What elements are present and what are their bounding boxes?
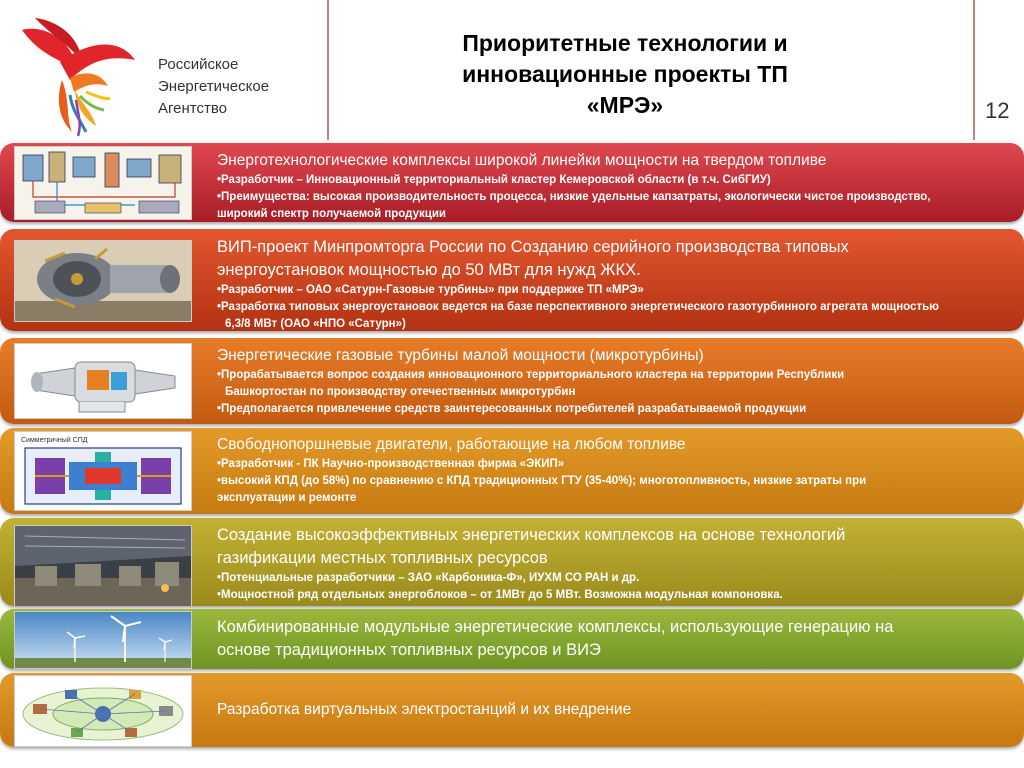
divider-right (973, 0, 975, 140)
thumb-caption: Симметричный СПД (21, 437, 88, 444)
process-scheme-icon (15, 147, 191, 219)
page-title (405, 28, 845, 121)
firebird-logo-icon (0, 0, 150, 140)
band-heading: Свободнопоршневые двигатели, работающие на любом топливе (217, 436, 686, 453)
band-virtual-plants (0, 673, 1024, 747)
band-heading-cont: основе традиционных топливных ресурсов и ВИЭ (217, 641, 601, 659)
title-line: инновационные проекты ТП (462, 61, 788, 87)
org-line: Российское (158, 56, 239, 73)
thumb-microturbine (14, 343, 192, 419)
band-heading: Комбинированные модульные энергетические комплексы, использующие генерацию на (217, 618, 894, 636)
band-bullet: •Разработчик - ПК Научно-производственная фирма «ЭКИП» (217, 458, 565, 470)
band-free-piston (0, 428, 1024, 514)
band-vip-project (0, 229, 1024, 331)
org-line: Энергетическое (158, 78, 270, 95)
band-solid-fuel (0, 143, 1024, 222)
thumb-free-piston-engine (14, 431, 192, 511)
band-heading: ВИП-проект Минпромторга России по Созданию серийного производства типовых (217, 238, 849, 256)
gas-turbine-photo-icon (15, 241, 191, 321)
band-bullet: •Разработка типовых энергоустановок ведется на базе перспективного энергетического газотурбинного агрегата мощностью (217, 301, 939, 313)
thumb-wind-turbines (14, 611, 192, 669)
band-bullet: •Разработчик – Инновационный территориальный кластер Кемеровской области (в т.ч. СибГИУ) (217, 174, 771, 186)
org-name (158, 54, 269, 120)
page-number: 12 (985, 98, 1010, 123)
band-bullet-cont: Башкортостан по производству отечественных микротурбин (225, 386, 576, 398)
wind-turbines-photo-icon (15, 612, 191, 668)
band-bullet: •высокий КПД (до 58%) по сравнению с КПД традиционных ГТУ (35-40%); многотопливность, низкие затраты при (217, 475, 867, 487)
band-combined-modular (0, 609, 1024, 669)
band-bullet-cont: широкий спектр получаемой продукции (217, 208, 446, 220)
band-microturbines (0, 338, 1024, 424)
band-bullet: •Разработчик – ОАО «Сатурн-Газовые турбины» при поддержке ТП «МРЭ» (217, 284, 644, 296)
band-bullet-cont: эксплуатации и ремонте (217, 492, 357, 504)
band-bullet: •Предполагается привлечение средств заинтересованных потребителей разрабатываемой продукции (217, 403, 807, 415)
plant-hall-photo-icon (15, 526, 191, 606)
band-heading: Энерготехнологические комплексы широкой линейки мощности на твердом топливе (217, 152, 827, 169)
virtual-plant-diagram-icon (15, 676, 191, 746)
band-heading-cont: газификации местных топливных ресурсов (217, 549, 548, 567)
thumb-plant-hall (14, 525, 192, 606)
divider-left (327, 0, 329, 140)
band-gasification (0, 518, 1024, 606)
title-line: Приоритетные технологии и (462, 30, 788, 56)
free-piston-engine-icon (15, 432, 191, 510)
band-bullet: •Прорабатывается вопрос создания инновационного территориального кластера на территории Республики (217, 369, 845, 381)
band-heading-cont: энергоустановок мощностью до 50 МВт для нужд ЖКХ. (217, 261, 641, 279)
thumb-gas-turbine (14, 240, 192, 322)
org-line: Агентство (158, 100, 227, 117)
band-bullet: •Преимущества: высокая производительность процесса, низкие удельные капзатраты, экологически чистое производство, (217, 191, 931, 203)
title-line: «МРЭ» (586, 92, 664, 118)
band-heading: Разработка виртуальных электростанций и их внедрение (217, 701, 632, 718)
band-bullet: •Потенциальные разработчики – ЗАО «Карбоника-Ф», ИУХМ СО РАН и др. (217, 572, 640, 584)
logo (0, 0, 325, 140)
thumb-virtual-plant-diagram (14, 675, 192, 747)
band-heading: Энергетические газовые турбины малой мощности (микротурбины) (217, 347, 704, 364)
band-heading: Создание высокоэффективных энергетических комплексов на основе технологий (217, 526, 846, 544)
band-bullet: •Мощностной ряд отдельных энергоблоков – от 1МВт до 5 МВт. Возможна модульная компоновка. (217, 589, 783, 601)
band-bullet-cont: 6,3/8 МВт (ОАО «НПО «Сатурн») (225, 318, 406, 330)
microturbine-icon (15, 344, 191, 418)
thumb-process-scheme (14, 146, 192, 220)
